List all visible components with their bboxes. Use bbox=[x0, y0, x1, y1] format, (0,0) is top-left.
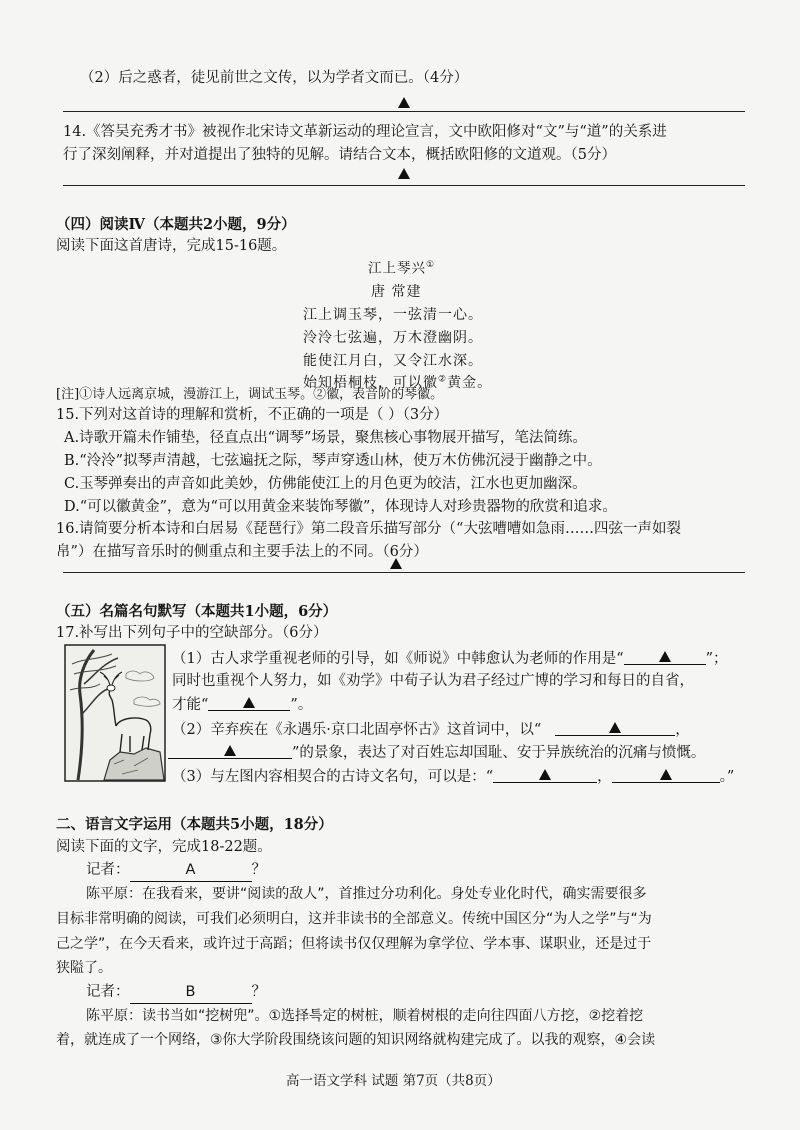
chen-p2-line-2: 着，就连成了一个网络，③你大学阶段围绕该问题的知识网络就构建完成了。以我的观察，④会读 bbox=[56, 1032, 656, 1048]
section-5-heading: （五）名篇名句默写（本题共1小题，6分） bbox=[56, 603, 338, 620]
q17-item-2-line-2 bbox=[168, 742, 705, 764]
q17-item-2-text-c: ”的景象，表达了对百姓忘却国耻、安于异族统治的沉痛与愤慨。 bbox=[292, 745, 706, 761]
blank-b[interactable]: B bbox=[130, 982, 252, 1004]
answer-line bbox=[63, 111, 745, 112]
q13-item-2: （2）后之惑者，徒见前世之文传，以为学者文而已。（4分） bbox=[80, 70, 469, 86]
q17-item-3-text-a: （3）与左图内容相契合的古诗文名句，可以是：“ bbox=[172, 769, 494, 785]
poem-line-4-b: 黄金。 bbox=[447, 375, 493, 391]
answer-blank[interactable] bbox=[208, 694, 290, 711]
q16-line-2: 帛”）在描写音乐时的侧重点和主要手法上的不同。（6分） bbox=[56, 544, 428, 560]
section-4-intro: 阅读下面这首唐诗，完成15-16题。 bbox=[56, 238, 287, 254]
q17-item-1-line-1 bbox=[172, 648, 728, 670]
reporter-line-b bbox=[86, 982, 266, 1004]
part-2-intro: 阅读下面的文字，完成18-22题。 bbox=[56, 839, 272, 855]
q16-line-1: 16.请简要分析本诗和白居易《琵琶行》第二段音乐描写部分（“大弦嘈嘈如急雨……四弦一声如裂 bbox=[56, 521, 681, 537]
q15-stem: 15.下列对这首诗的理解和赏析，不正确的一项是（ ）（3分） bbox=[56, 407, 449, 423]
chen-p2-line-1: 陈平原：读书当如“挖树兜”。①选择특定的树桩，顺着树根的走向往四面八方挖，②挖着挖 bbox=[86, 1008, 644, 1024]
answer-marker-icon bbox=[398, 97, 410, 108]
chen-p1-line-2: 目标非常明确的阅读，可我们必须明白，这并非读书的全部意义。传统中国区分“为人之学”与“为 bbox=[56, 911, 652, 927]
q17-item-3-text-c: 。” bbox=[719, 769, 735, 785]
q17-item-2-text-b: ， bbox=[675, 722, 690, 738]
page-footer: 高一语文学科 试题 第7页（共8页） bbox=[286, 1073, 501, 1089]
answer-blank[interactable] bbox=[612, 766, 720, 783]
reporter-label: 记者： bbox=[86, 984, 130, 1000]
answer-line bbox=[63, 572, 745, 573]
poem-line-1: 江上调玉琴，一弦清一心。 bbox=[303, 307, 483, 323]
poem-author: 唐 常建 bbox=[371, 284, 422, 300]
answer-blank[interactable] bbox=[624, 648, 706, 665]
q17-item-1-text-b: ”； bbox=[705, 651, 728, 667]
question-mark: ？ bbox=[251, 862, 266, 878]
deer-illustration bbox=[64, 644, 166, 782]
poem-line-3: 能使江月白，又令江水深。 bbox=[303, 353, 483, 369]
q17-item-1-text-d: 才能“ bbox=[172, 697, 209, 713]
answer-line bbox=[63, 185, 745, 186]
poem-line-2: 泠泠七弦遍，万木澄幽阴。 bbox=[303, 330, 483, 346]
q15-option-a: A.诗歌开篇未作铺垫，径直点出“调琴”场景，聚焦核心事物展开描写，笔法简练。 bbox=[64, 430, 587, 446]
answer-blank[interactable] bbox=[168, 742, 292, 759]
chen-p1-line-3: 己之学”，在今天看来，或许过于高蹈；但将读书仅仅理解为拿学位、学本事、谋职业，还是过于 bbox=[56, 936, 652, 952]
q17-item-1-line-3 bbox=[172, 694, 312, 716]
q15-option-b: B.“泠泠”拟琴声清越，七弦遍抚之际，琴声穿透山林，使万木仿佛沉浸于幽静之中。 bbox=[64, 453, 602, 469]
answer-marker-icon bbox=[390, 558, 402, 569]
poem-note: [注]①诗人远离京城，漫游江上，调试玉琴。②徽，表音阶的琴徽。 bbox=[56, 387, 444, 402]
part-2-heading: 二、语言文字运用（本题共5小题，18分） bbox=[56, 816, 333, 833]
q15-option-c: C.玉琴弹奏出的声音如此美妙，仿佛能使江上的月色更为皎洁，江水也更加幽深。 bbox=[64, 476, 587, 492]
reporter-label: 记者： bbox=[86, 862, 130, 878]
question-mark: ？ bbox=[251, 984, 266, 1000]
poem-title-note-mark: ① bbox=[426, 260, 436, 270]
section-4-heading: （四）阅读Ⅳ（本题共2小题，9分） bbox=[56, 216, 296, 233]
q17-stem: 17.补写出下列句子中的空缺部分。（6分） bbox=[56, 625, 328, 641]
chen-p1-line-1: 陈平原：在我看来，要讲“阅读的敌人”，首推过分功利化。身处专业化时代，确实需要很多 bbox=[86, 886, 647, 902]
answer-blank[interactable] bbox=[493, 766, 597, 783]
reporter-line-a bbox=[86, 860, 266, 882]
q17-item-1-text-e: ”。 bbox=[290, 697, 313, 713]
q17-item-2-line-1 bbox=[172, 719, 690, 741]
blank-a[interactable]: A bbox=[130, 860, 252, 882]
poem-line-4-a: 始知梧桐枝，可以徽 bbox=[303, 375, 438, 391]
q14-line-1: 14.《答吴充秀才书》被视作北宋诗文革新运动的理论宣言，文中欧阳修对“文”与“道”的关系进 bbox=[63, 124, 667, 140]
q15-option-d: D.“可以徽黄金”，意为“可以用黄金来装饰琴徽”，体现诗人对珍贵器物的欣赏和追求。 bbox=[64, 499, 617, 515]
q17-item-3-line bbox=[172, 766, 734, 788]
answer-marker-icon bbox=[398, 168, 410, 179]
q17-item-3-text-b: ， bbox=[597, 769, 612, 785]
chen-p1-line-4: 狭隘了。 bbox=[56, 960, 112, 976]
answer-blank[interactable] bbox=[555, 719, 675, 736]
q14-line-2: 行了深刻阐释，并对道提出了独特的见解。请结合文本，概括欧阳修的文道观。（5分） bbox=[63, 147, 616, 163]
poem-title-text: 江上琴兴 bbox=[368, 260, 426, 277]
q17-item-2-text-a: （2）辛弃疾在《永遇乐·京口北固亭怀古》这首词中，以“ bbox=[172, 722, 542, 738]
q17-item-1-line-2: 同时也重视个人努力，如《劝学》中荀子认为君子经过广博的学习和每日的自省， bbox=[172, 673, 694, 689]
q17-item-1-text-a: （1）古人求学重视老师的引导，如《师说》中韩愈认为老师的作用是“ bbox=[172, 651, 624, 667]
poem-line-4-note-mark: ② bbox=[438, 374, 448, 385]
poem-title bbox=[368, 259, 435, 279]
